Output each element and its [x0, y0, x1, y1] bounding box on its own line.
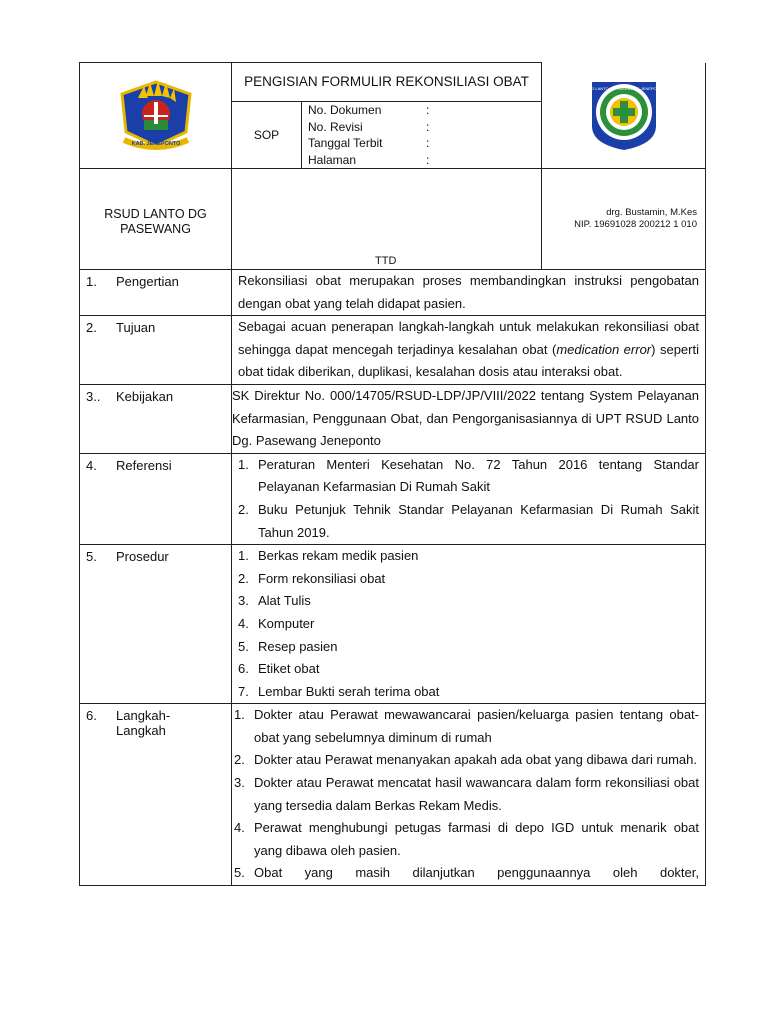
section-body-kebijakan: SK Direktur No. 000/14705/RSUD-LDP/JP/VIII/2022 tentang System Pelayanan Kefarmasian, Penggunaan Obat, dan Pengorganisasiannya di UPT RSUD Lanto Dg. Pasewang Jeneponto: [232, 384, 706, 453]
section-number: 2.: [86, 320, 97, 336]
signer-name: drg. Bustamin, M.Kes: [606, 207, 697, 218]
section-body-prosedur: [232, 545, 706, 704]
referensi-list: [238, 454, 699, 544]
section-label-referensi: [80, 453, 232, 544]
regency-logo-icon: [114, 76, 198, 152]
item-text: Form rekonsiliasi obat: [258, 570, 386, 586]
list-item: [234, 749, 699, 772]
item-number: 5.: [234, 865, 245, 881]
item-text: Etiket obat: [258, 661, 320, 677]
item-number: 7.: [238, 683, 249, 699]
left-logo-cell: [80, 63, 232, 169]
list-item: [234, 862, 699, 885]
list-item: [238, 590, 699, 613]
tujuan-text-italic: medication error: [556, 341, 652, 357]
sop-document: [79, 62, 705, 886]
right-logo-cell: [542, 63, 706, 169]
section-number: 4.: [86, 457, 97, 473]
item-number: 5.: [238, 638, 249, 654]
item-number: 4.: [234, 820, 245, 836]
signer-nip: NIP. 19691028 200212 1 010: [574, 219, 697, 230]
item-text: Dokter atau Perawat menanyakan apakah ada obat yang dibawa dari rumah.: [254, 752, 698, 768]
prosedur-list: [238, 545, 699, 703]
section-label-prosedur: [80, 545, 232, 704]
meta-row-revisi: [308, 119, 541, 136]
list-item: [234, 817, 699, 862]
section-body-langkah: [232, 704, 706, 886]
tujuan-text-a: Sebagai acuan penerapan langkah-langkah untuk melakukan rekonsiliasi obat sehingga dapat mencegah terjadinya kesalahan obat (: [238, 319, 699, 357]
list-item: [238, 545, 699, 568]
section-body-tujuan: [232, 316, 706, 385]
meta-value: :: [426, 103, 430, 117]
item-text: Peraturan Menteri Kesehatan No. 72 Tahun 2016 tentang Standar Pelayanan Kefarmasian Di Rumah Sakit: [258, 456, 699, 495]
list-item: [234, 772, 699, 817]
item-number: 1.: [234, 707, 245, 723]
section-body-pengertian: Rekonsiliasi obat merupakan proses membandingkan instruksi pengobatan dengan obat yang telah didapat pasien.: [232, 270, 706, 316]
section-number: 5.: [86, 549, 97, 565]
item-text: Dokter atau Perawat mewawancarai pasien/keluarga pasien tentang obat-obat yang sebelumnya diminum di rumah: [254, 707, 699, 745]
hospital-name: RSUD LANTO DG PASEWANG: [80, 169, 232, 270]
item-text: Dokter atau Perawat mencatat hasil wawancara dalam form rekonsiliasi obat yang tersedia dalam Berkas Rekam Medis.: [254, 775, 699, 813]
section-title: Prosedur: [116, 549, 169, 565]
item-text: Berkas rekam medik pasien: [258, 548, 419, 564]
meta-key: No. Dokumen: [308, 103, 382, 117]
list-item: [238, 636, 699, 659]
section-title: Langkah-Langkah: [116, 708, 171, 739]
item-number: 2.: [234, 752, 245, 768]
sop-table: [79, 62, 706, 886]
item-text: Alat Tulis: [258, 593, 311, 609]
signature-area: [232, 169, 542, 270]
item-number: 1.: [238, 548, 249, 564]
meta-row-tanggal: [308, 135, 541, 152]
item-text: Resep pasien: [258, 638, 338, 654]
meta-key: No. Revisi: [308, 119, 363, 134]
section-label-tujuan: [80, 316, 232, 385]
item-number: 2.: [238, 501, 249, 517]
list-item: [238, 454, 699, 499]
item-number: 2.: [238, 570, 249, 586]
item-text: Lembar Bukti serah terima obat: [258, 683, 440, 699]
section-title: Kebijakan: [116, 388, 174, 404]
item-number: 4.: [238, 615, 249, 631]
list-item: [238, 568, 699, 591]
meta-value: :: [426, 136, 430, 150]
section-number: 1.: [86, 274, 97, 289]
section-body-referensi: [232, 453, 706, 544]
section-label-langkah: [80, 704, 232, 886]
meta-key: Tanggal Terbit: [308, 136, 383, 150]
meta-row-halaman: [308, 152, 541, 169]
section-title: Tujuan: [116, 320, 156, 336]
langkah-list: [234, 704, 699, 885]
section-label-pengertian: [80, 270, 232, 316]
list-item: [238, 658, 699, 681]
regency-logo-text: KAB. JENEPONTO: [131, 141, 180, 147]
meta-key: Halaman: [308, 152, 357, 167]
ttd-label: TTD: [375, 255, 397, 267]
meta-value: :: [426, 152, 430, 167]
item-number: 3.: [238, 593, 249, 609]
document-meta: [302, 102, 542, 169]
item-text: Komputer: [258, 615, 315, 631]
item-number: 3.: [234, 775, 245, 791]
section-title: Referensi: [116, 457, 172, 473]
section-number: 3..: [86, 388, 101, 404]
item-text: Perawat menghubungi petugas farmasi di depo IGD untuk menarik obat yang dibawa oleh pasien.: [254, 820, 699, 858]
list-item: [238, 681, 699, 704]
list-item: [234, 704, 699, 749]
list-item: [238, 499, 699, 544]
hospital-logo-icon: [584, 74, 664, 154]
section-label-kebijakan: [80, 384, 232, 453]
meta-value: :: [426, 119, 430, 134]
document-title: PENGISIAN FORMULIR REKONSILIASI OBAT: [232, 63, 542, 102]
item-number: 6.: [238, 661, 249, 677]
tujuan-text-b: ) seperti obat tidak diberikan, duplikasi, kesalahan dosis atau interaksi obat.: [238, 341, 699, 380]
section-number: 6.: [86, 708, 97, 724]
signer-block: [542, 169, 706, 270]
item-text: Obat yang masih dilanjutkan penggunaannya oleh dokter,: [254, 865, 699, 881]
item-number: 1.: [238, 456, 249, 472]
meta-row-dokumen: [308, 102, 541, 119]
item-text: Buku Petunjuk Tehnik Standar Pelayanan Kefarmasian Di Rumah Sakit Tahun 2019.: [258, 501, 699, 540]
sop-label: SOP: [232, 102, 302, 169]
hospital-logo-text: RSUD LANTO DG PASEWANG JENEPONTO: [583, 85, 664, 91]
section-title: Pengertian: [116, 274, 179, 289]
list-item: [238, 613, 699, 636]
